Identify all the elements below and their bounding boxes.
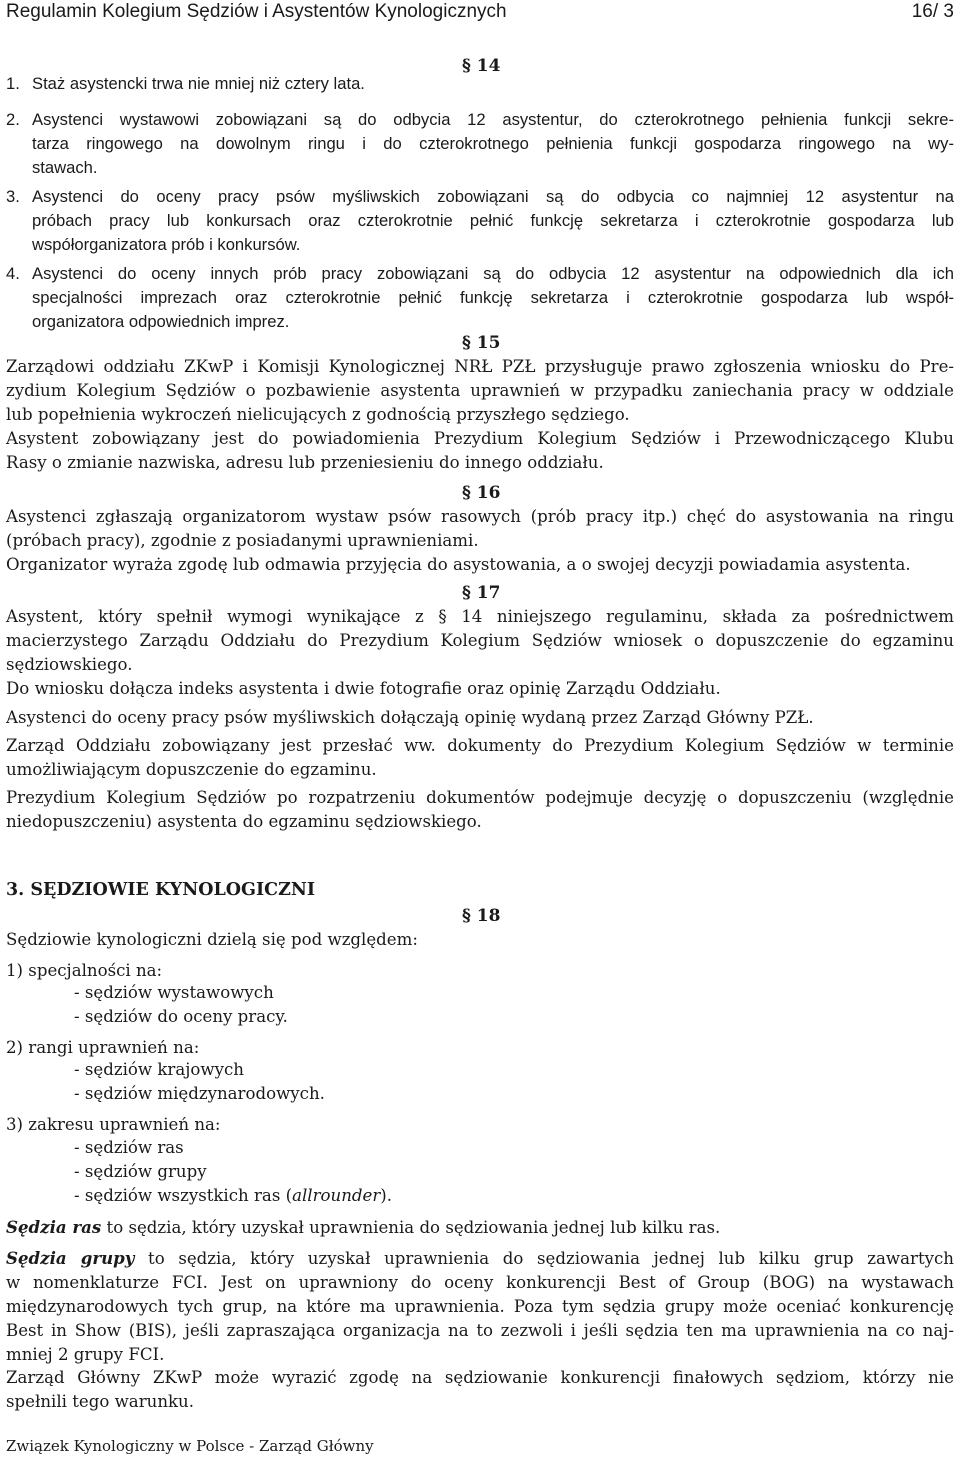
section-18-heading: § 18 [462, 906, 501, 926]
section-15-heading: § 15 [462, 333, 501, 353]
s18-group-1-item: - sędziów wystawowych [74, 983, 274, 1002]
term-sedzia-grupy: Sędzia grupy [6, 1248, 135, 1268]
section-14-heading: § 14 [462, 56, 501, 76]
s18-group-2-label: 2) rangi uprawnień na: [6, 1038, 200, 1057]
s18-group-3-item: - sędziów grupy [74, 1162, 207, 1181]
s17-paragraph-3: Asystenci do oceny pracy psów myśliwskich dołączają opinię wydaną przez Zarząd Główny PZŁ. [6, 708, 814, 727]
document-title: Regulamin Kolegium Sędziów i Asystentów Kynologicznych [6, 1, 507, 22]
s14-item-1: 1. Staż asystencki trwa nie mniej niż cztery lata. [6, 74, 365, 93]
s18-group-2-item: - sędziów międzynarodowych. [74, 1084, 325, 1103]
s18-group-1-label: 1) specjalności na: [6, 961, 163, 980]
s14-item-4: 4. Asystenci do oceny innych prób pracy zobowiązani są do odbycia 12 asystentur na odpowiednich dla ich specjalności imprezach oraz czterokrotnie pełnić funkcję sekretarza i czterokrotnie gospodarza lub współ- organizatora odpowiednich imprez. [6, 264, 954, 331]
s15-paragraph-1: Zarządowi oddziału ZKwP i Komisji Kynologicznej NRŁ PZŁ przysługuje prawo zgłoszenia wniosku do Pre- zydium Kolegium Sędziów o pozbawienie asystenta uprawnień w przypadku zaniechania pracy w oddziale lub popełnienia wykroczeń nielicujących z godnością przyszłego sędziego. [6, 357, 954, 424]
s18-sedzia-ras: Sędzia ras to sędzia, który uzyskał uprawnienia do sędziowania jednej lub kilku ras. [6, 1217, 721, 1237]
s14-item-2: 2. Asystenci wystawowi zobowiązani są do odbycia 12 asystentur, do czterokrotnego pełnienia funkcji sekre- tarza ringowego na dowolnym ringu i do czterokrotnego pełnienia funkcji gospodarza ringowego na wy- stawach. [6, 110, 954, 177]
s18-group-3-label: 3) zakresu uprawnień na: [6, 1115, 221, 1134]
s18-group-2-item: - sędziów krajowych [74, 1060, 244, 1079]
section-16-heading: § 16 [462, 483, 501, 503]
s16-paragraph-2: Organizator wyraża zgodę lub odmawia przyjęcia do asystowania, a o swojej decyzji powiadamia asystenta. [6, 555, 911, 574]
s18-zarzad-glowny: Zarząd Główny ZKwP może wyrazić zgodę na sędziowanie konkurencji finałowych sędziom, którzy nie spełnili tego warunku. [6, 1368, 954, 1411]
s18-group-1-item: - sędziów do oceny pracy. [74, 1007, 288, 1026]
s17-paragraph-5: Prezydium Kolegium Sędziów po rozpatrzeniu dokumentów podejmuje decyzję o dopuszczeniu (względnie niedopuszczeniu) asystenta do egzaminu sędziowskiego. [6, 788, 954, 831]
s17-paragraph-4: Zarząd Oddziału zobowiązany jest przesłać ww. dokumenty do Prezydium Kolegium Sędziów w terminie umożliwiającym dopuszczenie do egzaminu. [6, 736, 954, 779]
section-17-heading: § 17 [462, 583, 501, 603]
s18-intro: Sędziowie kynologiczni dzielą się pod względem: [6, 930, 418, 949]
s18-group-3-item: - sędziów ras [74, 1138, 184, 1157]
term-sedzia-ras: Sędzia ras [6, 1217, 102, 1237]
s15-paragraph-2: Asystent zobowiązany jest do powiadomienia Prezydium Kolegium Sędziów i Przewodniczącego Klubu Rasy o zmianie nazwiska, adresu lub przeniesieniu do innego oddziału. [6, 429, 954, 472]
s14-item-3: 3. Asystenci do oceny pracy psów myśliwskich zobowiązani są do odbycia co najmniej 12 asystentur na próbach pracy lub konkursach oraz czterokrotnie pełnić funkcję sekretarza i czterokrotnie gospodarza lub współorganizatora prób i konkursów. [6, 187, 954, 254]
page-footer: Związek Kynologiczny w Polsce - Zarząd Główny [6, 1437, 374, 1455]
s17-paragraph-1: Asystent, który spełnił wymogi wynikające z § 14 niniejszego regulaminu, składa za pośrednictwem macierzystego Zarządu Oddziału do Prezydium Kolegium Sędziów wniosek o dopuszczenie do egzaminu sędziowskiego. [6, 607, 954, 674]
s16-paragraph-1: Asystenci zgłaszają organizatorom wystaw psów rasowych (prób pracy itp.) chęć do asystowania na ringu (próbach pracy), zgodnie z posiadanymi uprawnieniami. [6, 507, 954, 550]
chapter-3-title: 3. SĘDZIOWIE KYNOLOGICZNI [6, 880, 316, 900]
s18-group-3-item-last: - sędziów wszystkich ras (allrounder). [74, 1186, 393, 1205]
s18-sedzia-grupy: Sędzia grupy to sędzia, który uzyskał uprawnienia do sędziowania jednej lub kilku grup zawartych w nomenklaturze FCI. Jest on uprawniony do oceny konkurencji Best of Group (BOG) na wystawach międzynarodowych tych grup, na które ma uprawnienia. Poza tym sędzia grupy może oceniać konkurencję Best in Show (BIS), jeśli zapraszająca organizacja na to zezwoli i jeśli sędzia ten ma uprawnienia na co naj- mniej 2 grupy FCI. [6, 1248, 954, 1364]
page-header [6, 0, 954, 24]
s17-paragraph-2: Do wniosku dołącza indeks asystenta i dwie fotografie oraz opinię Zarządu Oddziału. [6, 679, 721, 698]
page-number: 16/ 3 [911, 1, 954, 22]
